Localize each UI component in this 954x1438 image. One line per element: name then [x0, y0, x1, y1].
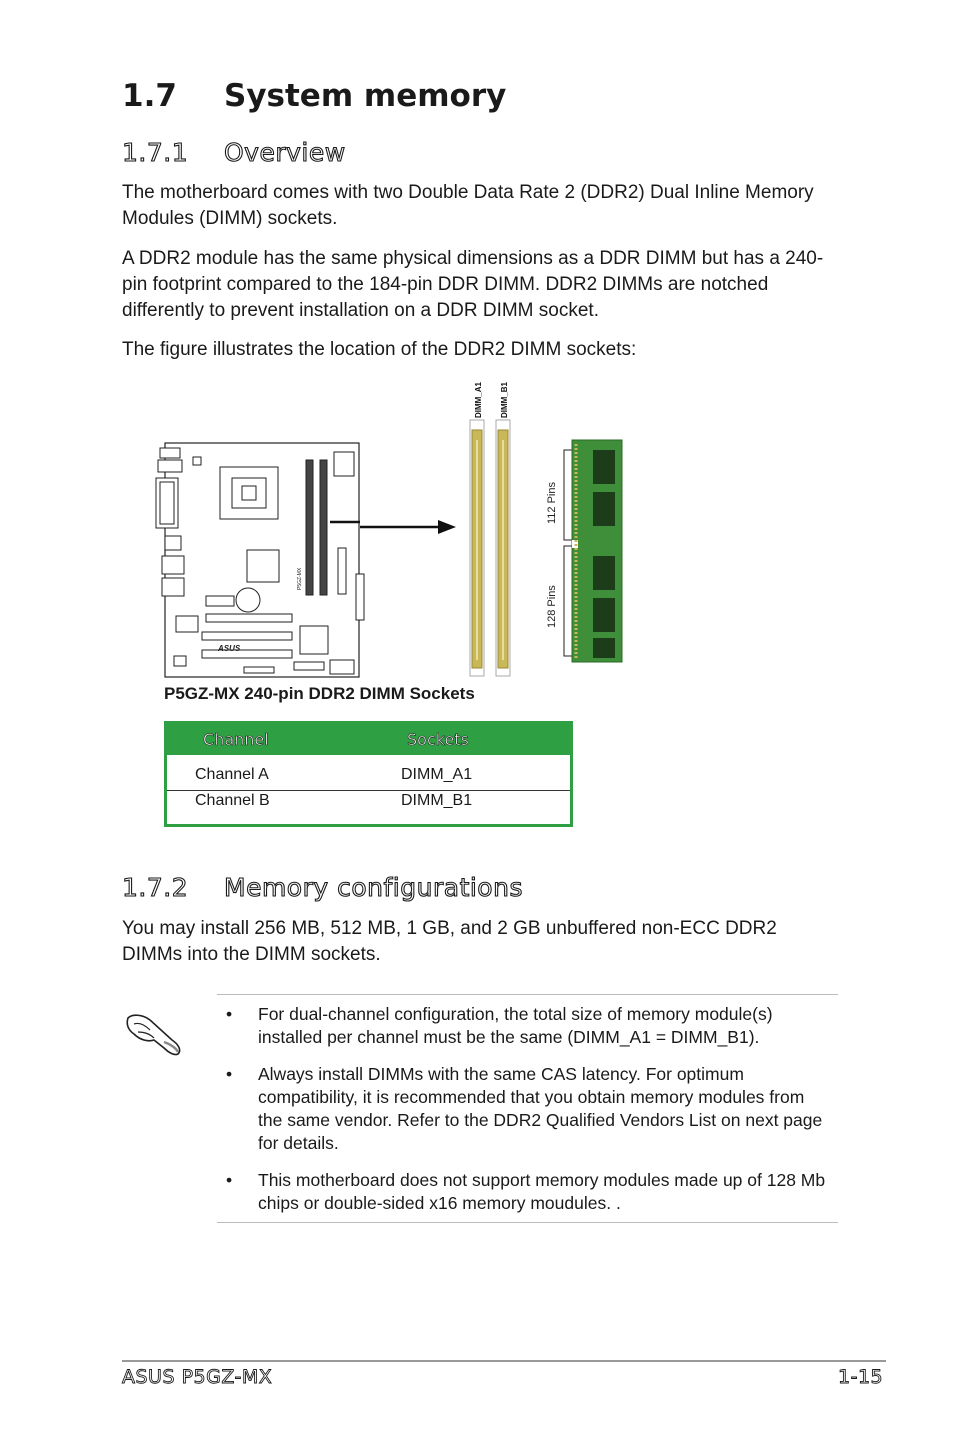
dimm-slot-b1	[496, 420, 510, 676]
memconfig-heading	[122, 873, 523, 902]
dimm-a1-label: DIMM_A1	[474, 381, 483, 418]
header-channel: Channel	[203, 730, 269, 749]
table-row	[167, 788, 570, 814]
section-title: System memory	[224, 78, 507, 114]
ddr2-module-image	[572, 440, 622, 662]
bullet: •	[226, 1064, 233, 1084]
note-text: This motherboard does not support memory modules made up of 128 Mb chips or double-sided x16 memory moudules. .	[258, 1170, 826, 1213]
pointer-arrow-head	[438, 520, 456, 534]
channel-cell: Channel B	[195, 792, 270, 809]
pin-label-112: 112 Pins	[546, 482, 558, 524]
channel-cell: Channel A	[195, 766, 269, 783]
note-text: For dual-channel configuration, the total size of memory module(s) installed per channel must be the same (DIMM_A1 = DIMM_B1).	[258, 1004, 773, 1047]
note-top-rule	[217, 994, 838, 995]
note-item	[226, 1063, 826, 1155]
table-row	[167, 762, 570, 788]
dimm-socket-figure	[150, 370, 650, 680]
overview-heading	[122, 138, 346, 167]
motherboard-diagram	[156, 443, 364, 677]
bullet: •	[226, 1170, 233, 1190]
board-model-label: P5GZ-MX	[297, 567, 303, 590]
dimm-slot-a1	[470, 420, 484, 676]
bullet: •	[226, 1004, 233, 1024]
dimm-b1-label: DIMM_B1	[500, 381, 509, 418]
socket-cell: DIMM_A1	[401, 766, 473, 783]
channel-table-header	[167, 724, 570, 755]
pin-label-128: 128 Pins	[546, 585, 558, 628]
figure-caption: P5GZ-MX 240-pin DDR2 DIMM Sockets	[164, 684, 475, 703]
header-sockets: Sockets	[407, 730, 469, 749]
asus-logo: ASUS	[218, 644, 241, 653]
memconfig-number: 1.7.2	[122, 873, 189, 902]
pin-bracket-112	[564, 450, 572, 540]
overview-paragraph-3: The figure illustrates the location of the DDR2 DIMM sockets:	[122, 339, 637, 360]
footer-page-number: 1-15	[838, 1366, 884, 1388]
section-number: 1.7	[122, 78, 177, 114]
overview-paragraph-2: A DDR2 module has the same physical dimensions as a DDR DIMM but has a 240-pin footprint compared to the 184-pin DDR DIMM. DDR2 DIMMs are notched differently to prevent installation on a DDR DIMM socket.	[122, 248, 824, 321]
overview-number: 1.7.1	[122, 138, 189, 167]
pin-bracket-128	[564, 546, 572, 656]
page-title	[122, 78, 506, 114]
overview-title: Overview	[224, 138, 346, 167]
note-text: Always install DIMMs with the same CAS latency. For optimum compatibility, it is recommended that you obtain memory modules from the same vendor. Refer to the DDR2 Qualified Vendors List on next page for details.	[258, 1064, 823, 1153]
note-hand-icon	[124, 1004, 186, 1056]
note-bottom-rule	[217, 1222, 838, 1223]
note-item	[226, 1003, 826, 1049]
footer-product-name: ASUS P5GZ-MX	[122, 1366, 273, 1388]
socket-cell: DIMM_B1	[401, 792, 473, 809]
memconfig-title: Memory configurations	[224, 873, 523, 902]
overview-paragraph-1: The motherboard comes with two Double Data Rate 2 (DDR2) Dual Inline Memory Modules (DIMM) sockets.	[122, 182, 814, 229]
channel-table	[164, 721, 573, 827]
memconfig-paragraph: You may install 256 MB, 512 MB, 1 GB, and 2 GB unbuffered non-ECC DDR2 DIMMs into the DIMM sockets.	[122, 918, 777, 965]
footer-rule	[122, 1360, 886, 1362]
note-item	[226, 1169, 826, 1215]
